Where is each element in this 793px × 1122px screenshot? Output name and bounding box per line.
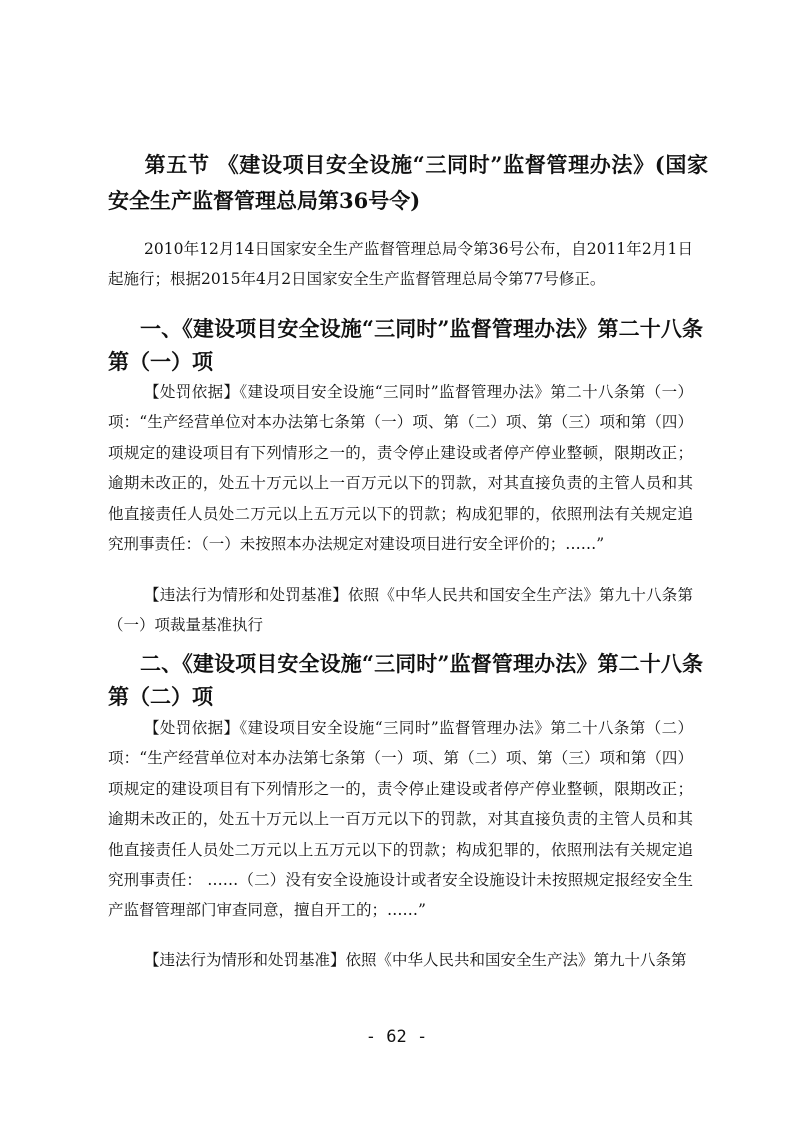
- item-2-standard: 【违法行为情形和处罚基准】依照《中华人民共和国安全生产法》第九十八条第: [144, 951, 687, 969]
- page-number: - 62 -: [365, 1027, 428, 1047]
- intro-paragraph: 2010年12月14日国家安全生产监督管理总局令第36号公布，自2011年2月1日起施行；根据2015年4月2日国家安全生产监督管理总局令第77号修正。: [108, 240, 693, 288]
- item-1-standard: 【违法行为情形和处罚基准】依照《中华人民共和国安全生产法》第九十八条第（一）项裁量基准执行: [108, 586, 693, 635]
- item-1-heading: 一、《建设项目安全设施“三同时”监督管理办法》第二十八条第（一）项: [108, 316, 703, 374]
- item-2-basis: 【处罚依据】《建设项目安全设施“三同时”监督管理办法》第二十八条第（二）项：“生产经营单位对本办法第七条第（一）项、第（二）项、第（三）项和第（四）项规定的建设项目有下列情形之一的，责令停止建设或者停产停业整顿，限期改正；逾期未改正的，处五十万元以上一百万元以下的罚款，对其直接负责的主管人员和其他直接责任人员处二万元以上五万元以下的罚款；构成犯罪的，依照刑法有关规定追究刑事责任： ……（二）没有安全设施设计或者安全设施设计未按照规定报经安全生产监督管理部门审查同意，擅自开工的；……”: [108, 719, 693, 920]
- item-2-heading: 二、《建设项目安全设施“三同时”监督管理办法》第二十八条第（二）项: [108, 651, 703, 709]
- section-title: 第五节 《建设项目安全设施“三同时”监督管理办法》(国家安全生产监督管理总局第36号令): [108, 152, 708, 213]
- item-1-basis: 【处罚依据】《建设项目安全设施“三同时”监督管理办法》第二十八条第（一）项：“生产经营单位对本办法第七条第（一）项、第（二）项、第（三）项和第（四）项规定的建设项目有下列情形之一的，责令停止建设或者停产停业整顿，限期改正；逾期未改正的，处五十万元以上一百万元以下的罚款，对其直接负责的主管人员和其他直接责任人员处二万元以上五万元以下的罚款；构成犯罪的，依照刑法有关规定追究刑事责任：（一）未按照本办法规定对建设项目进行安全评价的；……”: [108, 383, 693, 554]
